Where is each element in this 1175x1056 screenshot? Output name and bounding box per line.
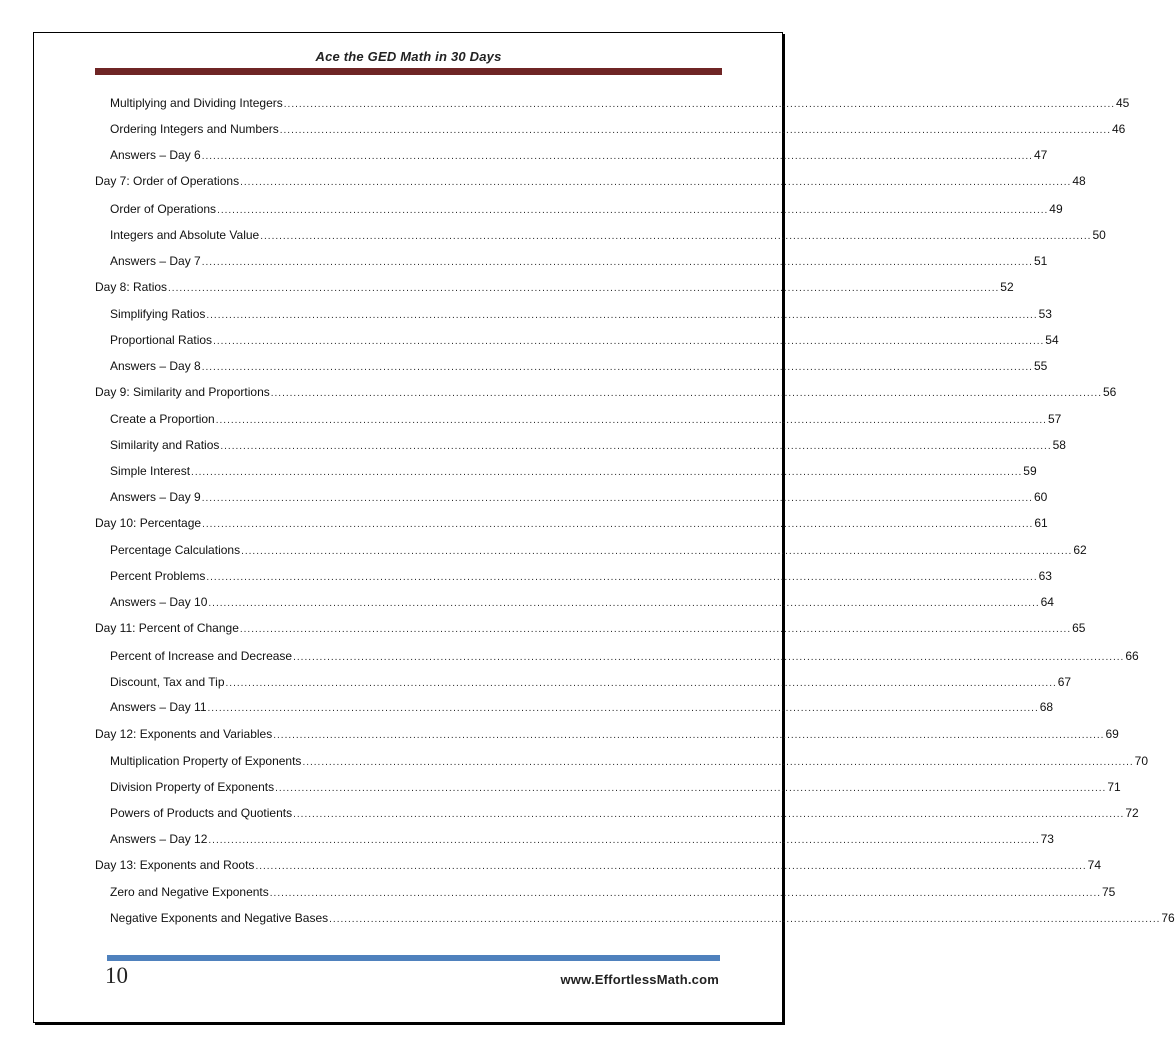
toc-entry-label: Percent Problems <box>110 569 206 583</box>
toc-dot-leader: ............................................................................................................................................................................................................................ <box>302 757 1134 768</box>
toc-entry-page: 53 <box>1038 307 1052 321</box>
toc-entry-label: Negative Exponents and Negative Bases <box>110 911 329 925</box>
toc-dot-leader: ............................................................................................................................................................................................................................ <box>293 809 1125 820</box>
toc-entry-label: Day 12: Exponents and Variables <box>95 727 273 741</box>
toc-entry-page: 52 <box>1000 280 1014 294</box>
toc-dot-leader: ............................................................................................................................................................................................................................ <box>269 888 1101 899</box>
toc-entry-page: 55 <box>1033 359 1048 373</box>
toc-entry-page: 60 <box>1033 490 1048 504</box>
toc-entry-page: 65 <box>1072 621 1086 635</box>
toc-dot-leader: ............................................................................................................................................................................................................................ <box>255 861 1087 872</box>
toc-entry-page: 66 <box>1125 649 1139 663</box>
toc-entry-label: Answers – Day 12 <box>110 832 208 846</box>
toc-entry-page: 59 <box>1023 464 1037 478</box>
toc-entry[interactable] <box>95 569 1052 587</box>
toc-dot-leader: ............................................................................................................................................................................................................................ <box>206 572 1038 583</box>
toc-dot-leader: ............................................................................................................................................................................................................................ <box>208 598 1040 609</box>
toc-entry-page: 75 <box>1102 885 1116 899</box>
toc-entry-page: 68 <box>1039 700 1054 714</box>
toc-entry[interactable] <box>95 595 1054 613</box>
toc-entry-page: 63 <box>1038 569 1052 583</box>
toc-entry-label: Integers and Absolute Value <box>110 228 260 242</box>
toc-dot-leader: ............................................................................................................................................................................................................................ <box>240 177 1072 188</box>
toc-entry[interactable] <box>95 438 1066 456</box>
toc-entry[interactable] <box>95 307 1052 325</box>
toc-entry[interactable] <box>95 727 1119 745</box>
toc-dot-leader: ............................................................................................................................................................................................................................ <box>201 362 1033 373</box>
toc-dot-leader: ............................................................................................................................................................................................................................ <box>201 493 1033 504</box>
toc-entry[interactable] <box>95 516 1048 534</box>
running-header-title: Ace the GED Math in 30 Days <box>315 49 502 64</box>
toc-entry-page: 57 <box>1047 412 1062 426</box>
toc-dot-leader: ............................................................................................................................................................................................................................ <box>217 205 1049 216</box>
toc-dot-leader: ............................................................................................................................................................................................................................ <box>201 257 1033 268</box>
page-number: 10 <box>105 963 128 988</box>
toc-dot-leader: ............................................................................................................................................................................................................................ <box>202 519 1034 530</box>
toc-entry-page: 56 <box>1102 385 1117 399</box>
toc-entry-page: 73 <box>1040 832 1054 846</box>
toc-entry-label: Percent of Increase and Decrease <box>110 649 293 663</box>
toc-dot-leader: ............................................................................................................................................................................................................................ <box>191 467 1023 478</box>
toc-entry-page: 61 <box>1034 516 1048 530</box>
toc-entry-label: Zero and Negative Exponents <box>110 885 269 899</box>
toc-entry-page: 51 <box>1033 254 1048 268</box>
toc-dot-leader: ............................................................................................................................................................................................................................ <box>206 310 1038 321</box>
toc-entry[interactable] <box>95 885 1116 903</box>
toc-entry-label: Ordering Integers and Numbers <box>110 122 279 136</box>
toc-entry-label: Simple Interest <box>110 464 191 478</box>
toc-entry-page: 71 <box>1107 780 1121 794</box>
toc-dot-leader: ............................................................................................................................................................................................................................ <box>207 703 1039 714</box>
toc-dot-leader: ............................................................................................................................................................................................................................ <box>201 151 1033 162</box>
toc-dot-leader: ............................................................................................................................................................................................................................ <box>225 678 1057 689</box>
toc-dot-leader: ............................................................................................................................................................................................................................ <box>208 835 1040 846</box>
website-url[interactable]: www.EffortlessMath.com <box>560 972 719 987</box>
toc-dot-leader: ............................................................................................................................................................................................................................ <box>215 415 1047 426</box>
toc-entry-page: 70 <box>1134 754 1149 768</box>
toc-entry-page: 62 <box>1073 543 1087 557</box>
toc-entry[interactable] <box>95 96 1130 114</box>
toc-entry-page: 48 <box>1072 174 1086 188</box>
toc-entry-label: Answers – Day 9 <box>110 490 201 504</box>
toc-entry-label: Percentage Calculations <box>110 543 241 557</box>
toc-entry-label: Answers – Day 10 <box>110 595 208 609</box>
toc-entry[interactable] <box>95 359 1048 377</box>
toc-entry-label: Similarity and Ratios <box>110 438 220 452</box>
toc-entry-page: 74 <box>1087 858 1102 872</box>
toc-entry-label: Create a Proportion <box>110 412 215 426</box>
toc-entry[interactable] <box>95 649 1139 667</box>
toc-dot-leader: ............................................................................................................................................................................................................................ <box>270 388 1102 399</box>
toc-entry-page: 69 <box>1105 727 1119 741</box>
toc-entry-page: 46 <box>1111 122 1126 136</box>
toc-dot-leader: ............................................................................................................................................................................................................................ <box>275 783 1107 794</box>
toc-entry-page: 50 <box>1092 228 1106 242</box>
toc-entry[interactable] <box>95 675 1072 693</box>
toc-entry-label: Division Property of Exponents <box>110 780 275 794</box>
toc-entry-label: Day 9: Similarity and Proportions <box>95 385 270 399</box>
toc-entry-page: 64 <box>1040 595 1054 609</box>
toc-entry[interactable] <box>95 148 1048 166</box>
toc-dot-leader: ............................................................................................................................................................................................................................ <box>260 231 1092 242</box>
toc-dot-leader: ............................................................................................................................................................................................................................ <box>168 283 1000 294</box>
toc-entry[interactable] <box>95 280 1014 298</box>
toc-entry-label: Day 10: Percentage <box>95 516 202 530</box>
toc-entry-label: Multiplying and Dividing Integers <box>110 96 283 110</box>
toc-entry-label: Day 7: Order of Operations <box>95 174 240 188</box>
toc-entry-label: Proportional Ratios <box>110 333 213 347</box>
toc-entry-page: 47 <box>1033 148 1048 162</box>
toc-dot-leader: ............................................................................................................................................................................................................................ <box>279 125 1111 136</box>
toc-entry-label: Day 8: Ratios <box>95 280 168 294</box>
toc-entry-label: Discount, Tax and Tip <box>110 675 225 689</box>
toc-dot-leader: ............................................................................................................................................................................................................................ <box>283 99 1115 110</box>
toc-dot-leader: ............................................................................................................................................................................................................................ <box>329 914 1161 925</box>
toc-entry-label: Simplifying Ratios <box>110 307 206 321</box>
toc-entry-page: 76 <box>1161 911 1175 925</box>
header-rule <box>95 68 722 75</box>
toc-entry[interactable] <box>95 412 1062 430</box>
toc-entry[interactable] <box>95 780 1121 798</box>
toc-entry[interactable] <box>95 228 1106 246</box>
toc-entry-label: Answers – Day 7 <box>110 254 201 268</box>
toc-entry[interactable] <box>95 621 1086 639</box>
toc-entry-page: 45 <box>1116 96 1130 110</box>
toc-entry-page: 72 <box>1125 806 1139 820</box>
footer-rule <box>107 955 720 961</box>
toc-dot-leader: ............................................................................................................................................................................................................................ <box>220 441 1052 452</box>
toc-entry[interactable] <box>95 122 1126 140</box>
toc-dot-leader: ............................................................................................................................................................................................................................ <box>213 336 1045 347</box>
toc-entry-label: Day 11: Percent of Change <box>95 621 239 635</box>
toc-entry-label: Answers – Day 11 <box>110 700 207 714</box>
toc-entry[interactable] <box>95 543 1087 561</box>
toc-dot-leader: ............................................................................................................................................................................................................................ <box>293 652 1125 663</box>
toc-entry[interactable] <box>95 806 1139 824</box>
toc-entry-label: Answers – Day 6 <box>110 148 201 162</box>
toc-entry-page: 58 <box>1052 438 1066 452</box>
toc-entry[interactable] <box>95 254 1048 272</box>
toc-dot-leader: ............................................................................................................................................................................................................................ <box>241 546 1073 557</box>
toc-entry[interactable] <box>95 490 1048 508</box>
toc-entry-page: 49 <box>1049 202 1063 216</box>
toc-entry[interactable] <box>95 385 1117 403</box>
toc-entry[interactable] <box>95 174 1086 192</box>
toc-entry[interactable] <box>95 911 1175 929</box>
toc-entry-label: Order of Operations <box>110 202 217 216</box>
toc-entry[interactable] <box>95 700 1054 718</box>
toc-entry[interactable] <box>95 858 1102 876</box>
toc-entry-label: Day 13: Exponents and Roots <box>95 858 255 872</box>
toc-entry[interactable] <box>95 464 1037 482</box>
toc-entry-label: Multiplication Property of Exponents <box>110 754 302 768</box>
toc-dot-leader: ............................................................................................................................................................................................................................ <box>239 624 1072 635</box>
toc-entry[interactable] <box>95 202 1063 220</box>
toc-entry[interactable] <box>95 754 1149 772</box>
toc-entry-label: Answers – Day 8 <box>110 359 201 373</box>
toc-dot-leader: ............................................................................................................................................................................................................................ <box>273 730 1105 741</box>
toc-entry-page: 67 <box>1057 675 1072 689</box>
toc-entry[interactable] <box>95 832 1054 850</box>
toc-entry-page: 54 <box>1045 333 1059 347</box>
toc-entry-label: Powers of Products and Quotients <box>110 806 293 820</box>
toc-entry[interactable] <box>95 333 1059 351</box>
